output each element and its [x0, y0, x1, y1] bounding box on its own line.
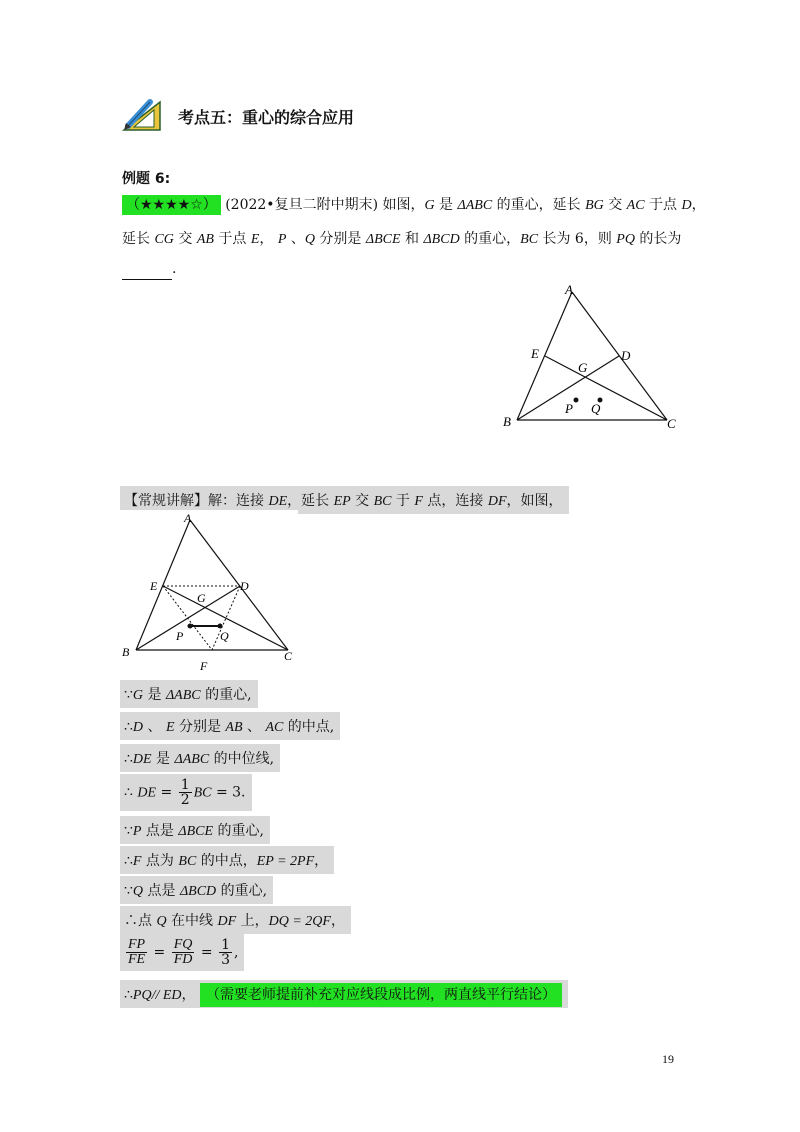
label-c: C [667, 416, 676, 430]
figure-triangle-2 [120, 510, 298, 674]
difficulty-badge: （★★★★☆） [122, 195, 221, 215]
step-9: $\frac{FP}{FE}$ = $\frac{FQ}{FD}$ = $\frac{1}{3}$ , [120, 934, 244, 971]
svg-text:A: A [184, 511, 192, 525]
svg-text:P: P [176, 629, 184, 643]
label-q: Q [591, 401, 601, 416]
label-e: E [531, 346, 539, 361]
teacher-note: （需要老师提前补充对应线段成比例，两直线平行结论） [200, 983, 562, 1007]
step-3: ∴DE 是 ΔABC 的中位线, [120, 744, 280, 772]
svg-text:E: E [150, 579, 158, 593]
label-b: B [503, 414, 511, 429]
example-label: 例题 6: [122, 171, 171, 187]
svg-text:B: B [122, 645, 130, 659]
svg-text:F: F [200, 659, 208, 673]
answer-blank[interactable] [122, 265, 172, 280]
step-8: ∴点 Q 在中线 DF 上，DQ = 2QF， [120, 906, 351, 934]
step-1: ∵G 是 ΔABC 的重心, [120, 680, 258, 708]
step-4: ∴ DE = $\frac{1}{2}$ BC = 3. [120, 774, 252, 811]
fraction-half: $\frac{1}{2}$ [180, 777, 190, 808]
svg-text:D: D [240, 579, 249, 593]
step-6: ∴F 点为 BC 的中点，EP = 2PF， [120, 846, 334, 874]
svg-text:C: C [284, 649, 293, 663]
label-g: G [578, 360, 588, 375]
label-a: A [565, 282, 573, 297]
figure-triangle-1 [495, 280, 690, 430]
step-7: ∵Q 点是 ΔBCD 的重心, [120, 876, 273, 904]
svg-text:Q: Q [220, 629, 229, 643]
point-p [574, 398, 579, 403]
problem-line-1: （★★★★☆） (2022•复旦二附中期末) 如图，G 是 ΔABC 的重心，延长 BG 交 AC 于点 D， [122, 194, 706, 217]
problem-line-2: 延长 CG 交 AB 于点 E， P 、Q 分别是 ΔBCE 和 ΔBCD 的重心，BC 长为 6，则 PQ 的长为 [122, 231, 682, 247]
section-heading: 考点五：重心的综合应用 [178, 108, 355, 127]
label-p: P [565, 401, 573, 416]
figure-triangle-2-box [120, 510, 298, 674]
page-number: 19 [662, 1052, 674, 1066]
pencil-ruler-icon [120, 96, 166, 132]
label-d: D [621, 348, 631, 363]
segment-ce [545, 356, 667, 420]
step-2: ∴D 、 E 分别是 AB 、 AC 的中点, [120, 712, 340, 740]
step-5: ∵P 点是 ΔBCE 的重心, [120, 816, 270, 844]
solution-intro: 【常规讲解】解：连接 DE，延长 EP 交 BC 于 F 点，连接 DF，如图， [120, 486, 569, 514]
side-ab [517, 292, 572, 420]
side-ac [572, 292, 667, 420]
step-10: ∴PQ// ED， （需要老师提前补充对应线段成比例，两直线平行结论） [120, 980, 568, 1008]
svg-text:G: G [197, 591, 206, 605]
problem-line-3: . [122, 258, 176, 280]
